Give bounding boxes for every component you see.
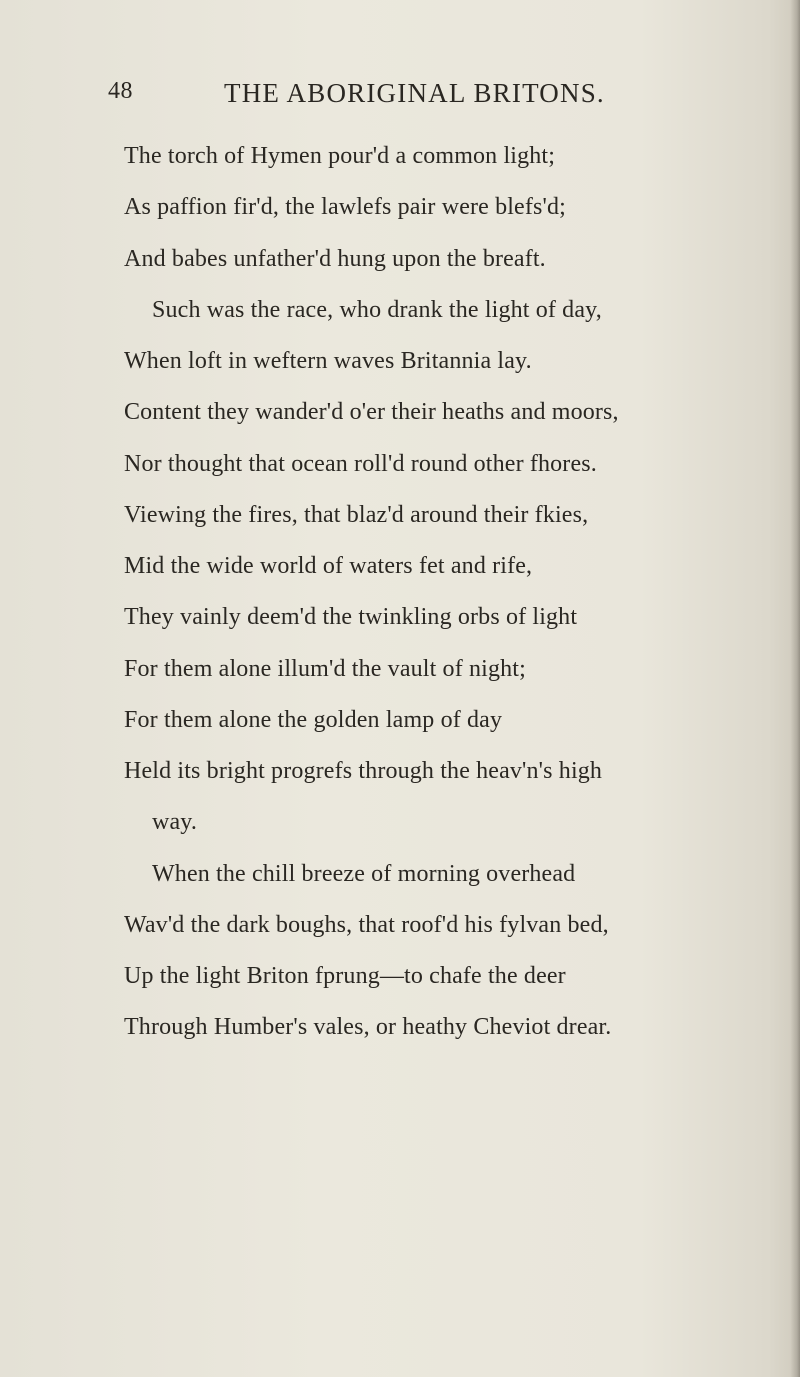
poem-line: Through Humber's vales, or heathy Cheviot drear. [124, 1014, 612, 1040]
poem-line: Held its bright progrefs through the heav'n's high [124, 758, 603, 784]
poem-line: And babes unfather'd hung upon the breaft. [124, 246, 546, 272]
poem-line: For them alone the golden lamp of day [124, 707, 503, 733]
page-edge-shadow [790, 0, 800, 1377]
running-head: THE ABORIGINAL BRITONS. [224, 78, 605, 108]
poem-line: For them alone illum'd the vault of night; [124, 656, 526, 682]
poem-line: The torch of Hymen pour'd a common light; [124, 143, 556, 169]
poem-line: Mid the wide world of waters fet and rife, [124, 553, 533, 579]
poem-line: As paffion fir'd, the lawlefs pair were blefs'd; [124, 194, 566, 220]
poem-line: Viewing the fires, that blaz'd around their fkies, [124, 502, 589, 528]
page-header [108, 78, 688, 118]
poem-line: When loft in weftern waves Britannia lay. [124, 348, 532, 374]
poem-line: When the chill breeze of morning overhead [152, 861, 576, 887]
poem-line: Such was the race, who drank the light of day, [152, 297, 602, 323]
poem-line: Nor thought that ocean roll'd round other fhores. [124, 451, 597, 477]
page-number: 48 [108, 78, 133, 104]
poem-line: Content they wander'd o'er their heaths and moors, [124, 399, 619, 425]
poem-line: Wav'd the dark boughs, that roof'd his fylvan bed, [124, 912, 609, 938]
poem-line: Up the light Briton fprung—to chafe the deer [124, 963, 566, 989]
poem-line: They vainly deem'd the twinkling orbs of light [124, 604, 578, 630]
poem-line: way. [152, 809, 198, 835]
